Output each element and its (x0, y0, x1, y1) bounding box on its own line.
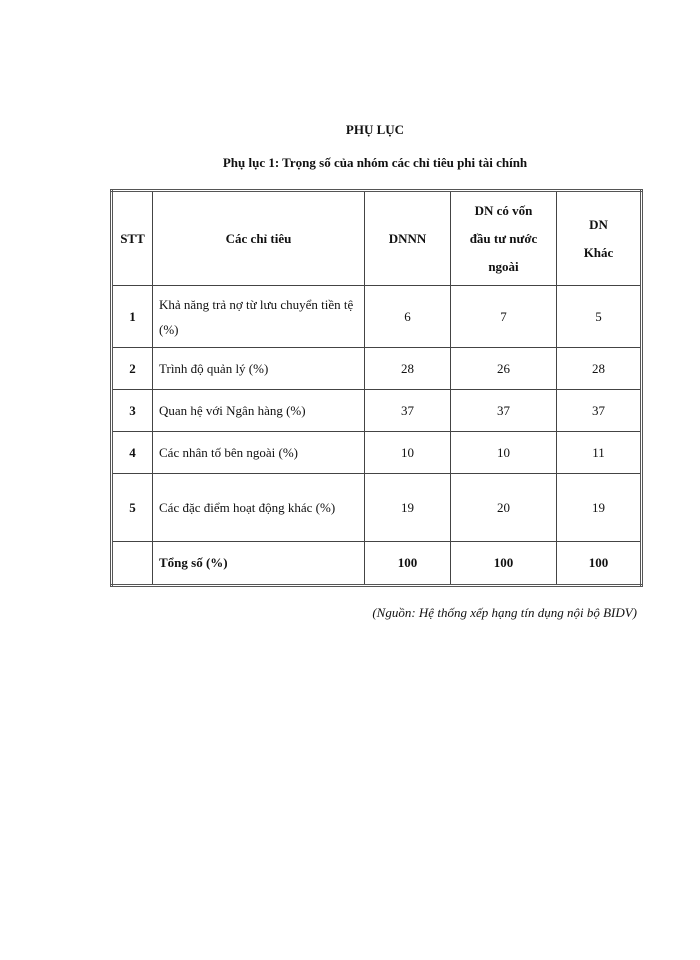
cell-stt: 4 (112, 432, 153, 474)
total-other: 100 (557, 542, 642, 586)
cell-fdi: 10 (451, 432, 557, 474)
cell-criteria: Khả năng trả nợ từ lưu chuyển tiền tệ (%) (153, 286, 365, 348)
total-label: Tổng số (%) (153, 542, 365, 586)
cell-other: 28 (557, 348, 642, 390)
header-dnnn: DNNN (365, 191, 451, 286)
cell-fdi: 37 (451, 390, 557, 432)
cell-stt: 3 (112, 390, 153, 432)
weights-table (110, 189, 643, 587)
source-note: (Nguồn: Hệ thống xếp hạng tín dụng nội bộ BIDV) (372, 605, 637, 620)
cell-criteria: Trình độ quản lý (%) (153, 348, 365, 390)
cell-fdi: 26 (451, 348, 557, 390)
cell-other: 11 (557, 432, 642, 474)
cell-stt: 5 (112, 474, 153, 542)
cell-other: 19 (557, 474, 642, 542)
page-title: PHỤ LỤC (345, 122, 405, 137)
table-row (112, 432, 642, 474)
total-row (112, 542, 642, 586)
cell-empty (112, 542, 153, 586)
header-other: DN Khác (557, 191, 642, 286)
header-fdi: DN có vốn đầu tư nước ngoài (451, 191, 557, 286)
header-criteria: Các chỉ tiêu (153, 191, 365, 286)
total-dnnn: 100 (365, 542, 451, 586)
cell-criteria: Các đặc điểm hoạt động khác (%) (153, 474, 365, 542)
header-stt: STT (112, 191, 153, 286)
cell-criteria: Quan hệ với Ngân hàng (%) (153, 390, 365, 432)
cell-stt: 2 (112, 348, 153, 390)
cell-dnnn: 6 (365, 286, 451, 348)
cell-dnnn: 10 (365, 432, 451, 474)
cell-stt: 1 (112, 286, 153, 348)
table-row (112, 286, 642, 348)
cell-other: 5 (557, 286, 642, 348)
cell-criteria: Các nhân tố bên ngoài (%) (153, 432, 365, 474)
cell-fdi: 7 (451, 286, 557, 348)
table-row (112, 390, 642, 432)
total-fdi: 100 (451, 542, 557, 586)
table-caption: Phụ lục 1: Trọng số của nhóm các chỉ tiêu phi tài chính (222, 155, 528, 170)
cell-dnnn: 28 (365, 348, 451, 390)
table-row (112, 348, 642, 390)
cell-fdi: 20 (451, 474, 557, 542)
table-header-row (112, 191, 642, 286)
table-row (112, 474, 642, 542)
cell-dnnn: 37 (365, 390, 451, 432)
cell-dnnn: 19 (365, 474, 451, 542)
cell-other: 37 (557, 390, 642, 432)
